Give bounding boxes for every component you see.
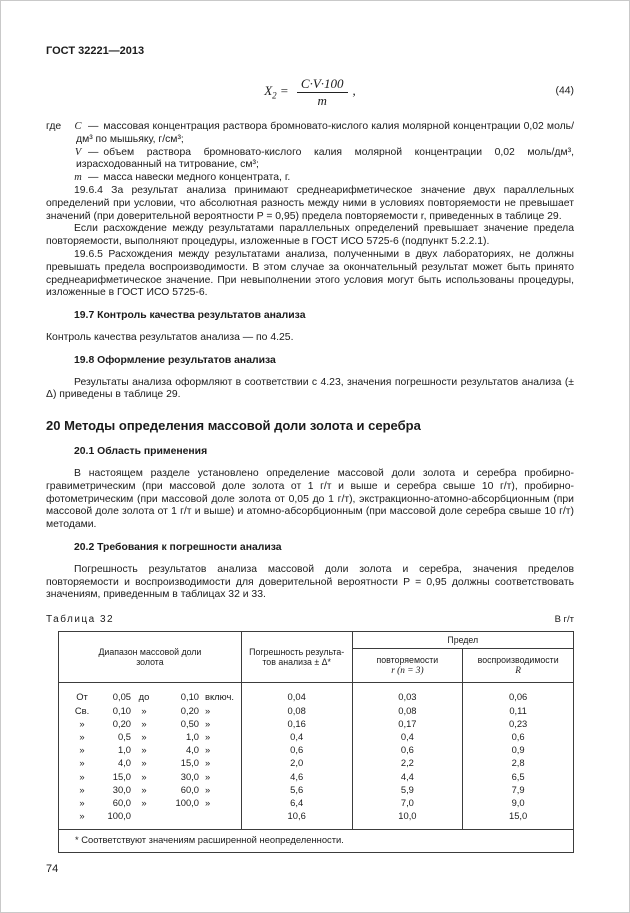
col-header-error-line1: Погрешность результа- bbox=[249, 646, 345, 657]
formula-44 bbox=[264, 75, 356, 109]
cell-error: 10,6 bbox=[241, 809, 352, 830]
definition-item bbox=[46, 172, 574, 185]
range-part: 0,50 bbox=[180, 717, 199, 729]
cell-range bbox=[59, 783, 242, 796]
cell-range bbox=[59, 796, 242, 809]
table-row bbox=[59, 796, 574, 809]
table-row bbox=[59, 770, 574, 783]
range-part: Св. bbox=[74, 704, 90, 716]
range-part: » bbox=[205, 704, 211, 716]
range-part: » bbox=[205, 797, 211, 809]
table-caption-row bbox=[46, 614, 574, 627]
table-row bbox=[59, 783, 574, 796]
range-part: » bbox=[79, 810, 85, 822]
cell-range bbox=[59, 683, 242, 704]
range-part: » bbox=[79, 744, 85, 756]
col-header-limit-group: Предел bbox=[352, 631, 573, 649]
range-part: » bbox=[141, 704, 147, 716]
range-part: » bbox=[79, 731, 85, 742]
range-part: 0,05 bbox=[112, 691, 131, 703]
range-part bbox=[157, 809, 199, 822]
fraction bbox=[297, 76, 348, 109]
col-header-repeatability-line1: повторяемости bbox=[376, 655, 439, 666]
range-part: » bbox=[141, 770, 147, 782]
range-part: 100,0 bbox=[107, 810, 131, 822]
paragraph-19-7: Контроль качества результатов анализа — по 4.25. bbox=[46, 331, 294, 343]
range-part bbox=[199, 809, 245, 822]
range-part: 30,0 bbox=[112, 783, 131, 795]
definition-text: массовая концентрация раствора бромновато-кислого калия молярной концентрации 0,02 моль/дм³ по мышьяку, г/см³; bbox=[76, 120, 574, 145]
range-part: » bbox=[141, 731, 147, 742]
range-part: 0,20 bbox=[112, 717, 131, 729]
range-part: 0,10 bbox=[112, 704, 131, 716]
range-part: 15,0 bbox=[180, 757, 199, 769]
equals-sign: = bbox=[279, 83, 289, 99]
range-part: 0,10 bbox=[180, 691, 199, 703]
range-part: 0,5 bbox=[117, 731, 131, 742]
range-part: » bbox=[79, 783, 85, 795]
cell-reproducibility: 0,6 bbox=[463, 730, 574, 743]
table-row bbox=[59, 743, 574, 756]
formula-row bbox=[46, 76, 574, 109]
range-part: 15,0 bbox=[112, 770, 131, 782]
range-part: » bbox=[205, 770, 211, 782]
range-part: » bbox=[141, 783, 147, 795]
table-row bbox=[59, 809, 574, 830]
table-row bbox=[59, 704, 574, 717]
formula-lhs-subscript: 2 bbox=[272, 90, 277, 101]
cell-reproducibility: 2,8 bbox=[463, 756, 574, 769]
cell-repeatability: 0,6 bbox=[352, 743, 463, 756]
cell-error: 2,0 bbox=[241, 756, 352, 769]
table-32 bbox=[58, 631, 574, 853]
range-part bbox=[131, 809, 157, 822]
range-part: » bbox=[141, 717, 147, 729]
definition-text: объем раствора бромновато-кислого калия молярной концентрации 0,02 моль/дм³, израсходованный на титрование, см³; bbox=[76, 146, 574, 171]
cell-reproducibility: 6,5 bbox=[463, 770, 574, 783]
cell-repeatability: 0,17 bbox=[352, 717, 463, 730]
range-part: » bbox=[205, 744, 211, 756]
cell-range bbox=[59, 717, 242, 730]
cell-repeatability: 7,0 bbox=[352, 796, 463, 809]
heading-19-7: 19.7 Контроль качества результатов анализа bbox=[74, 310, 306, 322]
cell-repeatability: 0,03 bbox=[352, 683, 463, 704]
range-part: » bbox=[205, 783, 211, 795]
definition-lead: где bbox=[46, 120, 62, 132]
col-header-repeatability bbox=[352, 649, 463, 683]
cell-reproducibility: 15,0 bbox=[463, 809, 574, 830]
col-header-range-line2: золота bbox=[136, 657, 164, 668]
definition-dash: — bbox=[88, 120, 99, 132]
table-row bbox=[59, 683, 574, 704]
range-part: » bbox=[205, 731, 211, 742]
range-part: включ. bbox=[205, 691, 234, 703]
range-part: 60,0 bbox=[180, 783, 199, 795]
document-header: ГОСТ 32221—2013 bbox=[46, 45, 145, 57]
range-part: 1,0 bbox=[117, 744, 131, 756]
col-header-reproducibility-line1: воспроизводимости bbox=[477, 655, 559, 666]
cell-error: 0,04 bbox=[241, 683, 352, 704]
symbol-definitions bbox=[46, 121, 574, 185]
cell-repeatability: 10,0 bbox=[352, 809, 463, 830]
cell-repeatability: 0,08 bbox=[352, 704, 463, 717]
table-row bbox=[59, 756, 574, 769]
table-header-row bbox=[59, 631, 574, 649]
cell-repeatability: 4,4 bbox=[352, 770, 463, 783]
col-header-range bbox=[59, 631, 242, 683]
range-part: » bbox=[79, 757, 85, 769]
page-number: 74 bbox=[46, 863, 59, 876]
cell-repeatability: 0,4 bbox=[352, 730, 463, 743]
range-part: 4,0 bbox=[117, 757, 131, 769]
range-part: » bbox=[141, 797, 147, 809]
range-part: 0,20 bbox=[180, 704, 199, 716]
heading-20-1: 20.1 Область применения bbox=[74, 446, 208, 458]
range-part: до bbox=[138, 691, 150, 703]
fraction-numerator: C·V·100 bbox=[297, 76, 348, 94]
cell-error: 6,4 bbox=[241, 796, 352, 809]
fraction-denominator: m bbox=[317, 93, 327, 109]
col-header-error-line2: тов анализа ± Δ* bbox=[262, 657, 331, 668]
cell-reproducibility: 0,06 bbox=[463, 683, 574, 704]
heading-section-20: 20 Методы определения массовой доли золота и серебра bbox=[46, 418, 421, 434]
range-part: 4,0 bbox=[185, 744, 199, 756]
definition-dash: — bbox=[88, 172, 99, 184]
definition-item bbox=[46, 147, 574, 173]
cell-error: 5,6 bbox=[241, 783, 352, 796]
cell-error: 0,4 bbox=[241, 730, 352, 743]
cell-range bbox=[59, 730, 242, 743]
cell-reproducibility: 0,11 bbox=[463, 704, 574, 717]
paragraph-19-6-4b: Если расхождение между результатами параллельных определений превышает значение предела повторяемости, выполняют процедуры, изложенные в ГОСТ ИСО 5725-6 (подпункт 5.2.2.1). bbox=[46, 223, 574, 248]
heading-19-8: 19.8 Оформление результатов анализа bbox=[74, 354, 276, 366]
definition-dash: — bbox=[88, 146, 99, 158]
col-header-error bbox=[241, 631, 352, 683]
table-unit: В г/т bbox=[554, 614, 574, 626]
paragraph-19-6-5: 19.6.5 Расхождения между результатами анализа, полученными в двух лабораториях, не должны превышать предела воспроизводимости. В этом случае за окончательный результат может быть принято среднеарифметическое значение. При невыполнении этого условия могут быть использованы процедуры, изложенные в ГОСТ ИСО 5725-6. bbox=[46, 248, 574, 299]
cell-error: 4,6 bbox=[241, 770, 352, 783]
table-label: Таблица 32 bbox=[46, 614, 115, 626]
cell-reproducibility: 0,9 bbox=[463, 743, 574, 756]
range-part: 100,0 bbox=[175, 797, 199, 809]
table-footnote: * Соответствуют значениям расширенной неопределенности. bbox=[59, 830, 574, 852]
cell-error: 0,16 bbox=[241, 717, 352, 730]
cell-reproducibility: 9,0 bbox=[463, 796, 574, 809]
cell-reproducibility: 0,23 bbox=[463, 717, 574, 730]
definition-symbol: m bbox=[74, 172, 82, 184]
col-header-range-line1: Диапазон массовой доли bbox=[98, 646, 202, 657]
definition-text: масса навески медного концентрата, г. bbox=[103, 172, 291, 184]
range-part: » bbox=[141, 744, 147, 756]
range-part: 30,0 bbox=[180, 770, 199, 782]
cell-error: 0,08 bbox=[241, 704, 352, 717]
table-row bbox=[59, 717, 574, 730]
range-part: 60,0 bbox=[112, 797, 131, 809]
paragraph-19-6-4: 19.6.4 За результат анализа принимают среднеарифметическое значение двух параллельных определений при условии, что абсолютная разность между ними в условиях повторяемости не превышает значений (при доверительной вероятности P = 0,95) предела повторяемости r, приведенных в таблице 29. bbox=[46, 184, 574, 222]
formula-lhs: X bbox=[264, 83, 273, 99]
range-part: » bbox=[205, 717, 211, 729]
paragraph-19-8: Результаты анализа оформляют в соответствии с 4.23, значения погрешности результатов анализа (± Δ) приведены в таблице 29. bbox=[46, 376, 574, 401]
formula-comma: , bbox=[352, 83, 356, 99]
range-part: » bbox=[79, 770, 85, 782]
cell-range bbox=[59, 756, 242, 769]
paragraph-20-2: Погрешность результатов анализа массовой доли золота и серебра, значения пределов повторяемости и воспроизводимости для доверительной вероятности P = 0,95 должны соответствовать значениям, приведенным в таблицах 32 и 33. bbox=[46, 563, 574, 601]
col-header-repeatability-line2: r (n = 3) bbox=[391, 665, 424, 676]
range-part: 1,0 bbox=[185, 731, 199, 742]
cell-reproducibility: 7,9 bbox=[463, 783, 574, 796]
cell-range bbox=[59, 743, 242, 756]
definition-symbol: C bbox=[74, 120, 82, 132]
heading-20-2: 20.2 Требования к погрешности анализа bbox=[74, 541, 282, 553]
cell-range bbox=[59, 770, 242, 783]
cell-range bbox=[59, 704, 242, 717]
table-footnote-row bbox=[59, 830, 574, 852]
range-part: » bbox=[79, 797, 85, 809]
cell-repeatability: 2,2 bbox=[352, 756, 463, 769]
definition-item bbox=[46, 121, 574, 147]
col-header-reproducibility-line2: R bbox=[515, 665, 521, 676]
range-part: От bbox=[76, 691, 88, 703]
cell-error: 0,6 bbox=[241, 743, 352, 756]
range-part: » bbox=[79, 717, 85, 729]
definition-symbol: V bbox=[74, 146, 82, 158]
range-part: » bbox=[205, 757, 211, 769]
cell-range bbox=[59, 809, 242, 830]
cell-repeatability: 5,9 bbox=[352, 783, 463, 796]
formula-number: (44) bbox=[555, 85, 574, 97]
range-part: » bbox=[141, 757, 147, 769]
table-row bbox=[59, 730, 574, 743]
paragraph-20-1: В настоящем разделе установлено определение массовой доли золота и серебра пробирно-гравиметрическим (при массовой доле золота от 1 г/т и выше и серебра свыше 10 г/т), пробирно-фотометрическим (при массовой доле золота от 0,05 до 1 г/т), экстракционно-атомно-абсорбционным (при массовой доле золота от 1 г/т и выше) и атомно-абсорбционным (при массовой доле серебра свыше 10 г/т) методами. bbox=[46, 467, 574, 531]
col-header-reproducibility bbox=[463, 649, 574, 683]
